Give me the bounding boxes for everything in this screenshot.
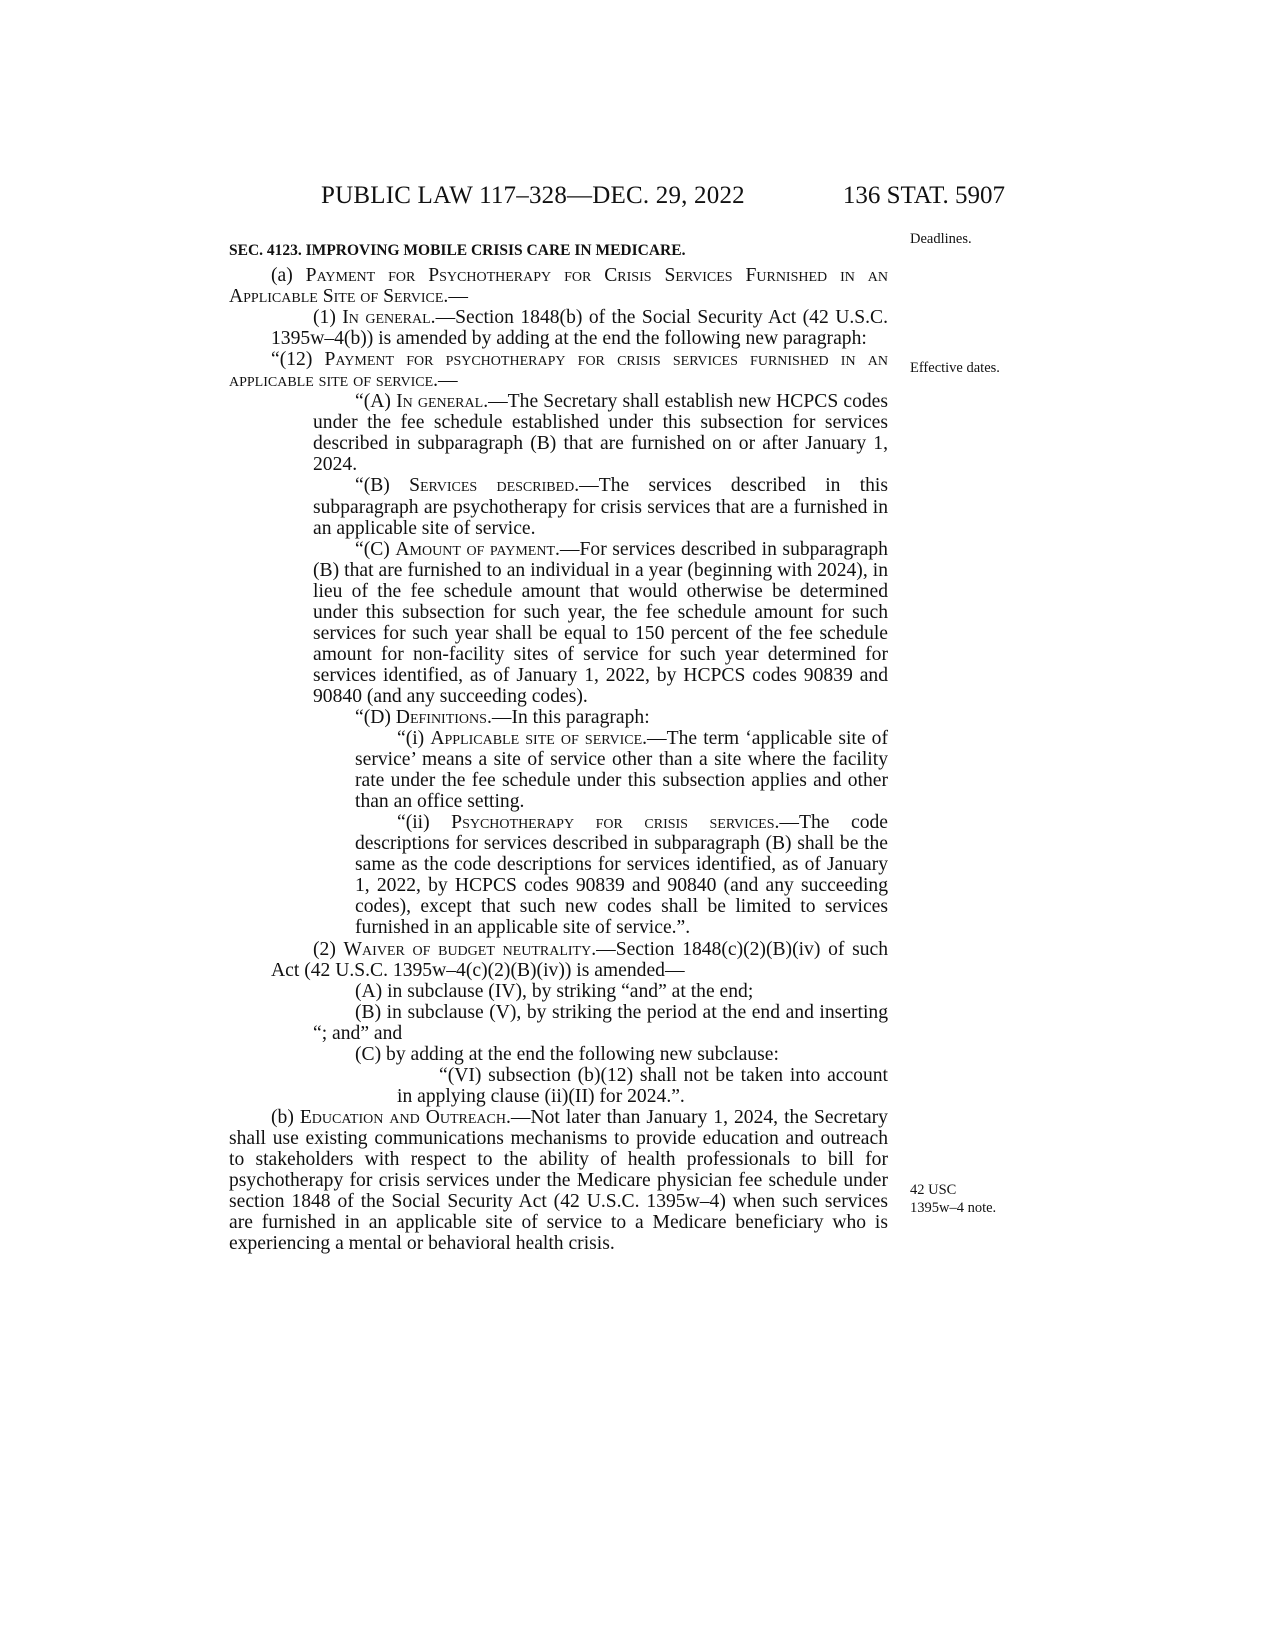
statute-page-reference: 136 STAT. 5907	[842, 182, 1005, 209]
page-header	[229, 182, 1005, 222]
subsection-b	[229, 1107, 888, 1254]
subparagraph-b-title: Services described	[409, 475, 575, 497]
paragraph-a2-number: (2)	[313, 938, 344, 960]
paragraph-a1	[229, 307, 888, 349]
subparagraph-c	[229, 539, 888, 707]
subsection-b-number: (b)	[271, 1106, 300, 1128]
usc-citation-line-2: 1395w–4 note.	[910, 1200, 997, 1216]
paragraph-a2-text: .—Section 1848(c)(2)(B)(iv) of such Act (42 U.S.C. 1395w–4(c)(2)(B)(iv)) is amended—	[271, 938, 888, 981]
section-heading: SEC. 4123. IMPROVING MOBILE CRISIS CARE IN MEDICARE.	[229, 242, 686, 259]
paragraph-12-dash: .—	[433, 370, 458, 392]
paragraph-a2-subpara-b: (B) in subclause (V), by striking the period at the end and inserting “; and” and	[313, 1001, 888, 1044]
subsection-b-title: Education and Outreach	[299, 1106, 506, 1128]
paragraph-12-heading	[229, 349, 888, 391]
paragraph-a1-text: .—Section 1848(b) of the Social Security Act (42 U.S.C. 1395w–4(b)) is amended by adding at the end the following new paragraph:	[271, 307, 889, 350]
paragraph-a1-number: (1)	[313, 307, 343, 329]
subparagraph-d	[229, 707, 888, 728]
clause-d-ii-number: “(ii)	[397, 812, 452, 834]
margin-note-usc-citation	[910, 1181, 996, 1217]
subparagraph-b-text: .—The services described in this subparagraph are psychotherapy for crisis services that are a furnished in an applicable site of service.	[313, 475, 889, 539]
statute-body	[229, 240, 888, 1254]
paragraph-a1-title: In general	[342, 307, 431, 329]
subparagraph-a-text: .—The Secretary shall establish new HCPCS codes under the fee schedule established under this subsection for services described in subparagraph (B) that are furnished on or after January 1, 2024.	[313, 391, 889, 476]
running-head: PUBLIC LAW 117–328—DEC. 29, 2022	[321, 182, 745, 209]
subsection-a-heading	[229, 265, 888, 307]
subparagraph-d-number: “(D)	[355, 706, 396, 728]
subparagraph-c-title: Amount of payment	[395, 538, 556, 560]
subparagraph-b	[229, 475, 888, 538]
subparagraph-a-number: “(A)	[355, 391, 397, 413]
paragraph-a2	[229, 939, 888, 981]
paragraph-a2-subpara-a: (A) in subclause (IV), by striking “and” at the end;	[355, 980, 754, 1002]
clause-d-ii-title: Psychotherapy for crisis services	[451, 812, 775, 834]
subparagraph-d-title: Definitions	[395, 706, 487, 728]
clause-d-i-text: .—The term ‘applicable site of service’ means a site of service other than a site where the facility rate under the fee schedule under this subsection applies and other than an office setting.	[355, 728, 889, 813]
clause-d-i-title: Applicable site of service	[430, 728, 643, 750]
subparagraph-c-number: “(C)	[355, 538, 396, 560]
paragraph-a2-subpara-c: (C) by adding at the end the following new subclause:	[355, 1043, 779, 1065]
subparagraph-a-title: In general	[396, 391, 484, 413]
clause-d-ii	[229, 812, 888, 938]
paragraph-12-title: Payment for psychotherapy for crisis services furnished in an applicable site of service	[229, 349, 888, 392]
subparagraph-d-text: .—In this paragraph:	[486, 706, 650, 728]
paragraph-12-number: “(12)	[271, 349, 325, 371]
margin-note-deadlines: Deadlines.	[910, 231, 972, 247]
subparagraph-a	[229, 391, 888, 475]
subparagraph-c-text: .—For services described in subparagraph (B) that are furnished to an individual in a year (beginning with 2024), in lieu of the fee schedule amount that would otherwise be determined under this subsection for such year, the fee schedule amount for such services for such year shall be equal to 150 percent of the fee schedule amount for non-facility sites of service for such year determined for services identified, as of January 1, 2022, by HCPCS codes 90839 and 90840 (and any succeeding codes).	[313, 538, 888, 707]
margin-note-effective-dates: Effective dates.	[910, 360, 1000, 376]
subclause-vi: “(VI) subsection (b)(12) shall not be taken into account in applying clause (ii)(II) for 2024.”.	[397, 1064, 888, 1107]
usc-citation-line-1: 42 USC	[910, 1182, 957, 1198]
paragraph-a2-title: Waiver of budget neutrality	[343, 938, 592, 960]
clause-d-ii-text: .—The code descriptions for services described in subparagraph (B) shall be the same as the code descriptions for services identified, as of January 1, 2022, by HCPCS codes 90839 and 90840 (and any succeeding codes), except that such new codes shall be limited to services furnished in an applicable site of service.”.	[355, 812, 888, 939]
clause-d-i-number: “(i)	[397, 728, 431, 750]
clause-d-i	[229, 728, 888, 812]
subsection-b-text: .—Not later than January 1, 2024, the Secretary shall use existing communications mechanisms to provide education and outreach to stakeholders with respect to the ability of health professionals to bill for psychotherapy for crisis services under the Medicare physician fee schedule under section 1848 of the Social Security Act (42 U.S.C. 1395w–4) when such services are furnished in an applicable site of service to a Medicare beneficiary who is experiencing a mental or behavioral health crisis.	[229, 1106, 888, 1255]
subsection-a-number: (a)	[271, 265, 306, 286]
subsection-a-dash: .—	[443, 286, 468, 308]
subsection-a-title: Payment for Psychotherapy for Crisis Services Furnished in an Applicable Site of Service	[229, 265, 888, 308]
subparagraph-b-number: “(B)	[355, 475, 410, 497]
